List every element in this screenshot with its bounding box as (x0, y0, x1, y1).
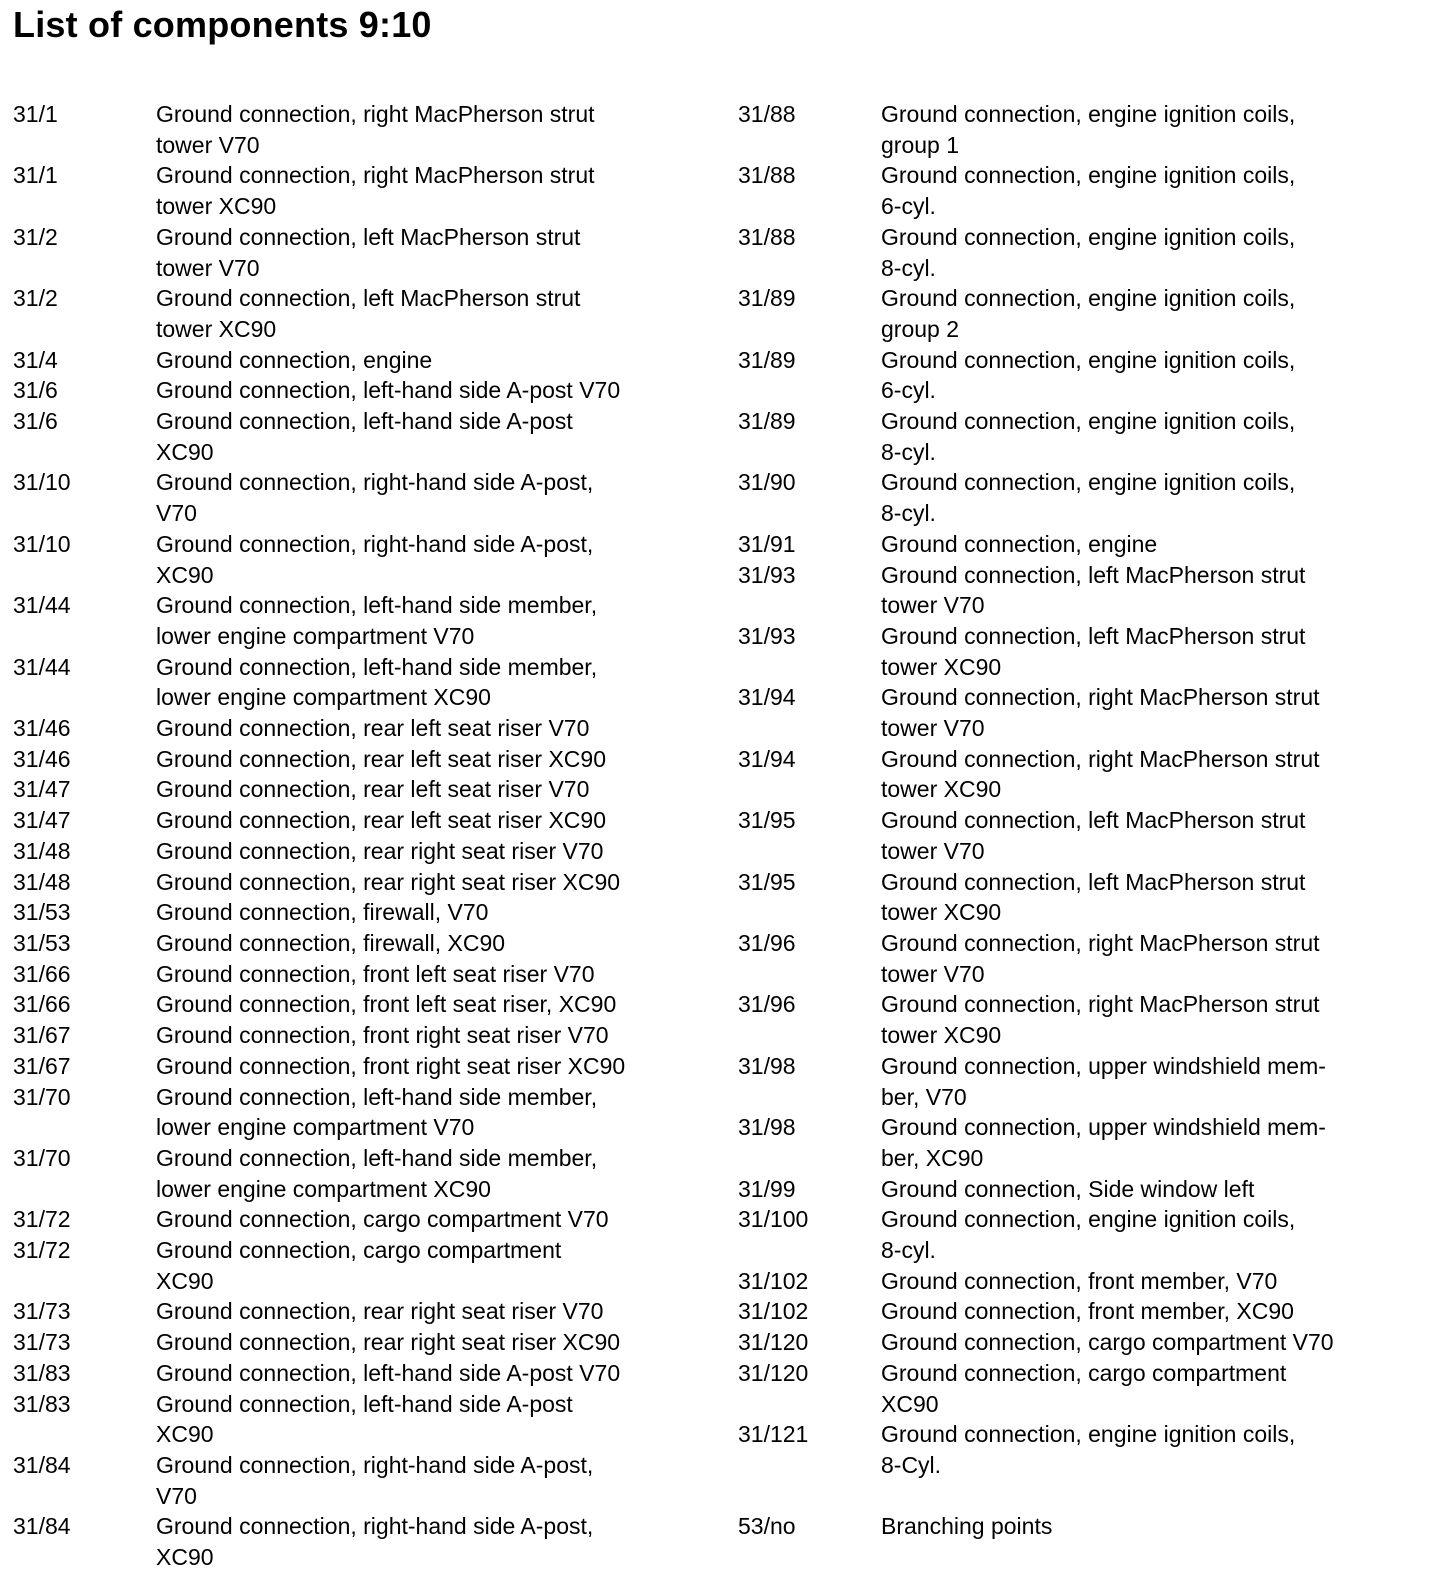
component-code: 31/44 (13, 653, 71, 680)
component-entry (738, 682, 1438, 743)
component-description: Ground connection, engine ignition coils, group 1 (881, 101, 1296, 158)
component-entry (13, 375, 713, 406)
component-description: Ground connection, right-hand side A-post, XC90 (156, 1513, 594, 1571)
component-code: 31/6 (13, 377, 58, 404)
component-code: 31/84 (13, 1451, 71, 1478)
component-description: Ground connection, right MacPherson strut tower V70 (881, 929, 1320, 987)
component-entry (13, 590, 713, 651)
component-description: Ground connection, upper windshield mem- ber, V70 (881, 1052, 1326, 1110)
component-description: Ground connection, rear right seat riser XC90 (156, 868, 621, 895)
component-description: Ground connection, engine ignition coils, 8-cyl. (881, 469, 1296, 527)
component-code: 31/88 (738, 101, 796, 127)
component-description: Ground connection, left MacPherson strut tower XC90 (881, 868, 1306, 926)
component-entry (13, 744, 713, 775)
component-entry (738, 989, 1438, 1050)
component-entry (738, 160, 1438, 221)
component-description: Ground connection, rear left seat riser V70 (156, 715, 590, 742)
component-entry (13, 467, 713, 528)
component-entry (13, 1511, 713, 1572)
component-code: 31/102 (738, 1267, 809, 1294)
component-description: Ground connection, left-hand side member, lower engine compartment V70 (156, 1083, 598, 1141)
component-entry (13, 1389, 713, 1450)
component-entry (13, 652, 713, 713)
component-entry (13, 1143, 713, 1204)
component-code: 31/44 (13, 592, 71, 619)
component-entry (13, 283, 713, 344)
component-entry (738, 99, 1438, 160)
component-entry (13, 1296, 713, 1327)
component-code: 31/83 (13, 1359, 71, 1386)
component-entry (13, 928, 713, 959)
component-entry (738, 1327, 1438, 1358)
component-code: 31/1 (13, 162, 58, 189)
component-description: Ground connection, firewall, XC90 (156, 929, 506, 956)
component-description: Ground connection, right MacPherson strut tower V70 (881, 684, 1320, 742)
component-entry (738, 1511, 1438, 1542)
component-entry (738, 1112, 1438, 1173)
component-entry (13, 1327, 713, 1358)
component-entry (738, 744, 1438, 805)
component-code: 31/93 (738, 561, 796, 588)
component-code: 31/46 (13, 745, 71, 772)
component-description: Ground connection, Side window left (881, 1175, 1255, 1202)
component-entry (13, 529, 713, 590)
component-entry (738, 1358, 1438, 1419)
component-code: 31/93 (738, 622, 796, 649)
component-description: Ground connection, left-hand side A-post XC90 (156, 1390, 573, 1448)
component-entry (738, 1419, 1438, 1480)
component-code: 31/47 (13, 776, 71, 803)
component-description: Ground connection, rear left seat riser XC90 (156, 807, 607, 834)
component-entry (738, 345, 1438, 406)
component-description: Ground connection, right MacPherson strut tower XC90 (156, 162, 595, 220)
component-description: Ground connection, front right seat riser V70 (156, 1022, 609, 1049)
component-code: 31/99 (738, 1175, 796, 1202)
component-entry (738, 621, 1438, 682)
component-code: 31/73 (13, 1329, 71, 1356)
component-entry (738, 560, 1438, 621)
component-entry (738, 867, 1438, 928)
component-code: 31/120 (738, 1359, 809, 1386)
component-entry (13, 345, 713, 376)
component-entry (738, 1051, 1438, 1112)
component-description: Ground connection, right MacPherson strut tower XC90 (881, 991, 1320, 1049)
component-code: 31/10 (13, 530, 71, 557)
component-entry (13, 1082, 713, 1143)
component-description: Ground connection, left-hand side A-post V70 (156, 377, 621, 404)
component-code: 31/70 (13, 1144, 71, 1171)
component-description: Ground connection, front left seat riser V70 (156, 960, 595, 987)
component-description: Ground connection, engine ignition coils, 8-cyl. (881, 408, 1296, 465)
component-code: 31/90 (738, 469, 796, 496)
component-entry (13, 836, 713, 867)
component-code: 31/98 (738, 1052, 796, 1079)
component-description: Ground connection, rear right seat riser V70 (156, 837, 604, 864)
component-code: 31/89 (738, 346, 796, 373)
component-description: Ground connection, cargo compartment V70 (156, 1206, 609, 1233)
component-code: 31/48 (13, 868, 71, 895)
page-title: List of components 9:10 (13, 4, 432, 45)
component-description: Ground connection, right-hand side A-post, V70 (156, 1451, 594, 1509)
component-code: 31/6 (13, 408, 58, 435)
component-entry (13, 805, 713, 836)
component-code: 31/53 (13, 929, 71, 956)
component-description: Ground connection, right-hand side A-post, V70 (156, 469, 594, 527)
component-list-right (738, 99, 1438, 1542)
component-description: Ground connection, rear left seat riser V70 (156, 776, 590, 803)
component-description: Ground connection, front right seat riser XC90 (156, 1052, 626, 1079)
component-code: 31/1 (13, 101, 58, 127)
component-entry (738, 1204, 1438, 1265)
component-description: Ground connection, left-hand side A-post V70 (156, 1359, 621, 1386)
component-code: 31/96 (738, 929, 796, 956)
component-code: 31/2 (13, 285, 58, 312)
component-code: 31/66 (13, 960, 71, 987)
component-entry (738, 1296, 1438, 1327)
component-code: 53/no (738, 1513, 796, 1540)
component-code: 31/53 (13, 899, 71, 926)
component-description: Ground connection, left-hand side A-post XC90 (156, 408, 573, 465)
component-code: 31/102 (738, 1298, 809, 1325)
component-description: Ground connection, engine ignition coils, 6-cyl. (881, 346, 1296, 404)
component-description: Ground connection, rear right seat riser V70 (156, 1298, 604, 1325)
component-description: Ground connection, left-hand side member, lower engine compartment XC90 (156, 653, 598, 711)
component-code: 31/10 (13, 469, 71, 496)
component-description: Ground connection, cargo compartment V70 (881, 1329, 1334, 1356)
component-code: 31/73 (13, 1298, 71, 1325)
component-code: 31/46 (13, 715, 71, 742)
component-description: Ground connection, left MacPherson strut tower V70 (881, 807, 1306, 864)
component-entry (738, 1266, 1438, 1297)
component-entry (13, 713, 713, 744)
component-code: 31/48 (13, 837, 71, 864)
component-code: 31/66 (13, 991, 71, 1018)
component-code: 31/95 (738, 807, 796, 834)
component-description: Ground connection, front member, V70 (881, 1267, 1278, 1294)
component-entry (13, 989, 713, 1020)
component-code: 31/70 (13, 1083, 71, 1110)
component-entry (738, 467, 1438, 528)
component-entry (13, 406, 713, 467)
component-entry (738, 928, 1438, 989)
component-entry (738, 529, 1438, 560)
component-code: 31/72 (13, 1237, 71, 1264)
component-description: Ground connection, left MacPherson strut tower XC90 (156, 285, 581, 342)
component-entry (13, 1204, 713, 1235)
component-code: 31/2 (13, 223, 58, 250)
component-entry (13, 99, 713, 160)
component-code: 31/98 (738, 1114, 796, 1141)
component-code: 31/72 (13, 1206, 71, 1233)
component-description: Branching points (881, 1513, 1053, 1540)
component-entry (13, 160, 713, 221)
component-entry (13, 1358, 713, 1389)
component-code: 31/94 (738, 745, 796, 772)
component-entry (13, 1450, 713, 1511)
component-code: 31/89 (738, 285, 796, 312)
component-code: 31/83 (13, 1390, 71, 1417)
component-description: Ground connection, upper windshield mem- ber, XC90 (881, 1114, 1326, 1171)
component-description: Ground connection, cargo compartment XC90 (881, 1359, 1287, 1417)
component-code: 31/47 (13, 807, 71, 834)
component-entry (738, 283, 1438, 344)
component-entry (13, 1020, 713, 1051)
component-code: 31/67 (13, 1022, 71, 1049)
component-code: 31/4 (13, 346, 58, 373)
component-code: 31/95 (738, 868, 796, 895)
component-description: Ground connection, right MacPherson strut tower XC90 (881, 745, 1320, 803)
component-entry (13, 897, 713, 928)
component-entry (13, 774, 713, 805)
component-code: 31/94 (738, 684, 796, 711)
component-description: Ground connection, engine ignition coils, 8-cyl. (881, 223, 1296, 281)
component-entry (738, 805, 1438, 866)
component-code: 31/91 (738, 530, 796, 557)
component-description: Ground connection, front member, XC90 (881, 1298, 1294, 1325)
component-description: Ground connection, firewall, V70 (156, 899, 489, 926)
component-description: Ground connection, left-hand side member, lower engine compartment XC90 (156, 1144, 598, 1202)
component-description: Ground connection, front left seat riser, XC90 (156, 991, 617, 1018)
component-description: Ground connection, right MacPherson strut tower V70 (156, 101, 595, 158)
component-entry (13, 867, 713, 898)
component-description: Ground connection, cargo compartment XC90 (156, 1237, 562, 1294)
component-description: Ground connection, left MacPherson strut tower XC90 (881, 622, 1306, 680)
component-description: Ground connection, engine (156, 346, 433, 373)
component-description: Ground connection, engine ignition coils, 6-cyl. (881, 162, 1296, 220)
component-code: 31/84 (13, 1513, 71, 1540)
component-entry (13, 1235, 713, 1296)
component-description: Ground connection, rear right seat riser XC90 (156, 1329, 621, 1356)
component-entry (13, 1051, 713, 1082)
component-code: 31/67 (13, 1052, 71, 1079)
component-entry (13, 222, 713, 283)
component-code: 31/100 (738, 1206, 809, 1233)
component-description: Ground connection, rear left seat riser XC90 (156, 745, 607, 772)
component-description: Ground connection, left MacPherson strut tower V70 (156, 223, 581, 281)
component-list-left (13, 99, 713, 1573)
component-entry (738, 222, 1438, 283)
component-description: Ground connection, engine ignition coils, group 2 (881, 285, 1296, 342)
component-description: Ground connection, right-hand side A-post, XC90 (156, 530, 594, 588)
component-description: Ground connection, left-hand side member, lower engine compartment V70 (156, 592, 598, 649)
component-entry (13, 959, 713, 990)
component-code: 31/120 (738, 1329, 809, 1356)
component-description: Ground connection, left MacPherson strut tower V70 (881, 561, 1306, 619)
component-entry (738, 1174, 1438, 1205)
component-description: Ground connection, engine ignition coils, 8-Cyl. (881, 1421, 1296, 1478)
component-entry (738, 406, 1438, 467)
component-code: 31/121 (738, 1421, 809, 1448)
component-code: 31/88 (738, 223, 796, 250)
component-code: 31/89 (738, 408, 796, 435)
component-description: Ground connection, engine ignition coils, 8-cyl. (881, 1206, 1296, 1264)
component-code: 31/96 (738, 991, 796, 1018)
component-code: 31/88 (738, 162, 796, 189)
component-description: Ground connection, engine (881, 530, 1158, 557)
